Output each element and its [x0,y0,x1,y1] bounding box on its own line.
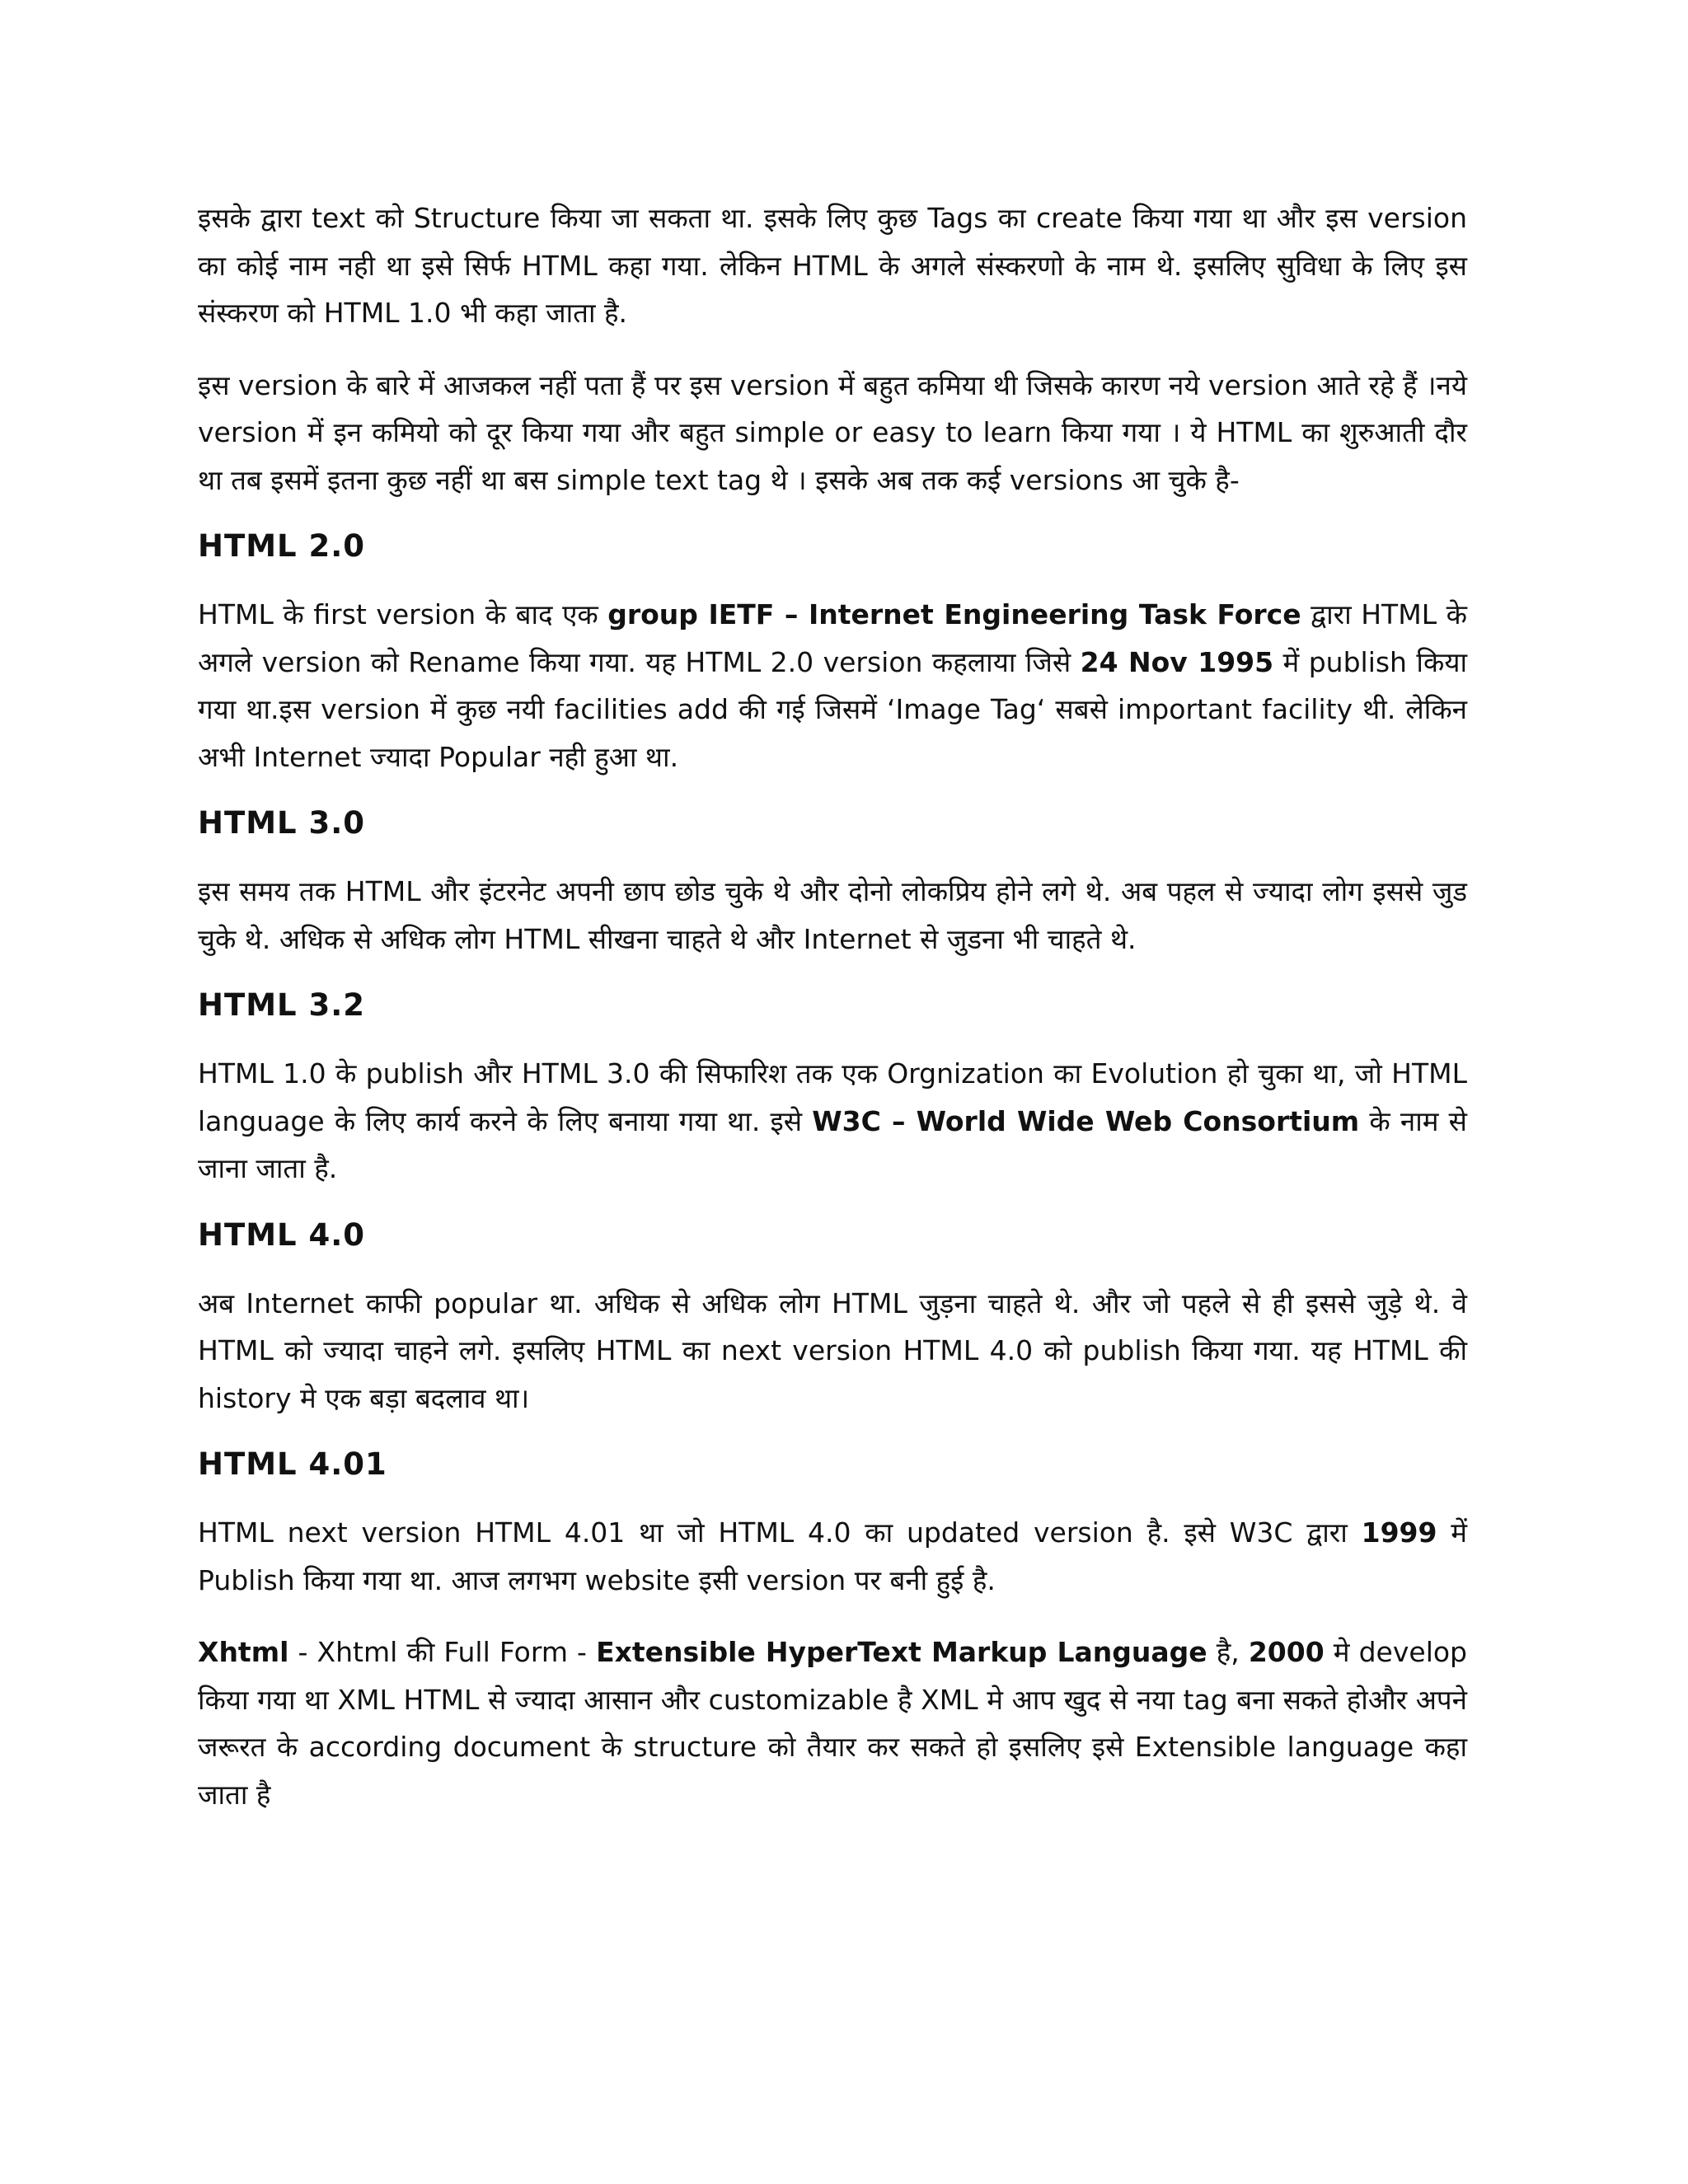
text-run: HTML next version HTML 4.01 था जो HTML 4.0 का updated version है. इसे W3C द्वारा [198,1516,1362,1549]
body-paragraph [198,591,1467,780]
text-run: - Xhtml की Full Form - [288,1636,597,1668]
document-page [198,194,1467,1843]
text-run: इसके द्वारा text को Structure किया जा सकता था. इसके लिए कुछ Tags का create किया गया था और इस version का कोई नाम नही था इसे सिर्फ HTML कहा गया. लेकिन HTML के अगले संस्करणो के नाम थे. इसलिए सुविधा के लिए इस संस्करण को HTML 1.0 भी कहा जाता है. [198,202,1467,329]
text-run: में publish किया गया था.इस version में कुछ नयी facilities add की गई जिसमें ‘Image Tag‘ सबसे important facility थी. लेकिन अभी Internet ज्यादा Popular नही हुआ था. [198,645,1468,773]
body-paragraph [198,1629,1467,1818]
section-heading: HTML 4.01 [198,1446,387,1482]
bold-text: 2000 [1248,1636,1325,1668]
bold-text: Extensible HyperText Markup Language [596,1636,1207,1668]
section-heading: HTML 3.2 [198,987,366,1023]
text-run: HTML 1.0 के publish और HTML 3.0 की सिफारिश तक एक Orgnization का Evolution हो चुका था, जो HTML language के लिए कार्य करने के लिए बनाया गया था. इसे [198,1057,1467,1137]
text-run: में Publish किया गया था. आज लगभग website इसी version पर बनी हुई है. [198,1516,1468,1596]
body-paragraph [198,1280,1467,1422]
body-paragraph [198,194,1467,337]
bold-text: 24 Nov 1995 [1080,645,1274,678]
text-run: इस समय तक HTML और इंटरनेट अपनी छाप छोड चुके थे और दोनो लोकप्रिय होने लगे थे. अब पहल से ज्यादा लोग इससे जुड चुके थे. अधिक से अधिक लोग HTML सीखना चाहते थे और Internet से जुडना भी चाहते थे. [198,875,1467,955]
body-paragraph [198,1050,1467,1193]
section-heading: HTML 4.0 [198,1216,366,1253]
body-paragraph [198,1509,1467,1604]
text-run: द्वारा HTML के अगले version को Rename किया गया. यह HTML 2.0 version कहलाया जिसे [198,598,1467,678]
text-run: मे develop किया गया था XML HTML से ज्यादा आसान और customizable है XML मे आप खुद से नया tag बना सकते होऔर अपने जरूरत के according document के structure को तैयार कर सकते हो इसलिए इसे Extensible language कहा जाता है [198,1636,1467,1811]
section-heading: HTML 3.0 [198,805,366,841]
section-heading: HTML 2.0 [198,528,366,564]
text-run: इस version के बारे में आजकल नहीं पता हैं पर इस version में बहुत कमिया थी जिसके कारण नये version आते रहे हैं ।नये version में इन कमियो को दूर किया गया और बहुत simple or easy to learn किया गया । ये HTML का शुरुआती दौर था तब इसमें इतना कुछ नहीं था बस simple text tag थे । इसके अब तक कई versions आ चुके है- [198,368,1467,496]
text-run: के नाम से जाना जाता है. [198,1104,1467,1184]
text-run: अब Internet काफी popular था. अधिक से अधिक लोग HTML जुड़ना चाहते थे. और जो पहले से ही इससे जुड़े थे. वे HTML को ज्यादा चाहने लगे. इसलिए HTML का next version HTML 4.0 को publish किया गया. यह HTML की history मे एक बड़ा बदलाव था। [198,1286,1467,1414]
text-run: HTML के first version के बाद एक [198,598,608,630]
bold-text: group IETF – Internet Engineering Task Force [607,598,1301,630]
bold-text: W3C – World Wide Web Consortium [812,1104,1360,1137]
body-paragraph [198,868,1467,963]
bold-text: 1999 [1361,1516,1437,1549]
bold-text: Xhtml [198,1636,289,1668]
body-paragraph [198,362,1467,504]
text-run: है, [1207,1636,1249,1668]
